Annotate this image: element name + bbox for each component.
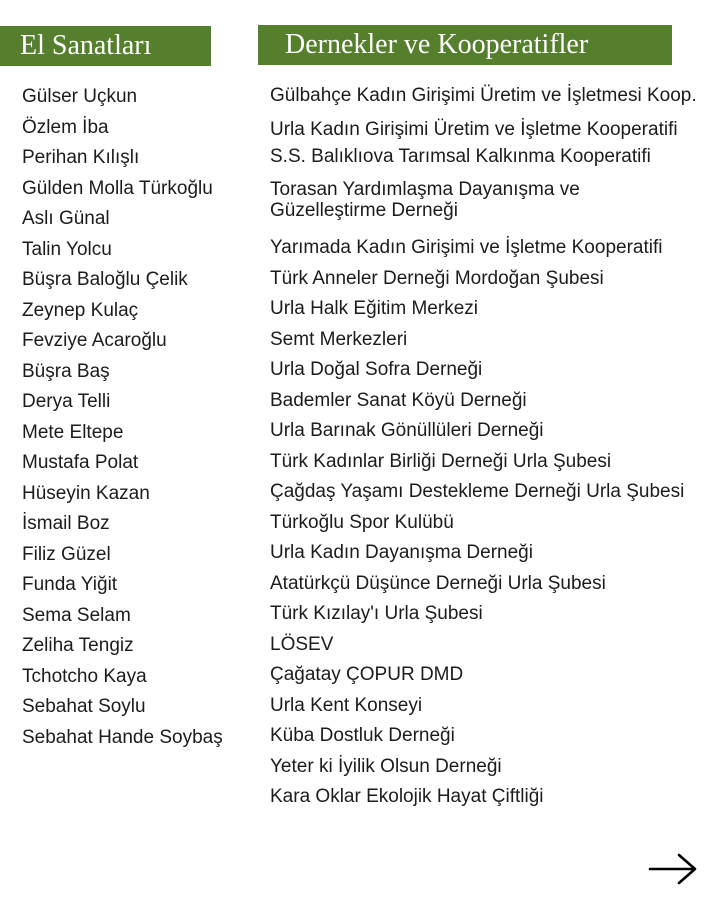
list-item: Urla Halk Eğitim Merkezi — [270, 298, 478, 319]
list-item: Gülbahçe Kadın Girişimi Üretim ve İşletmesi Koop. — [270, 85, 697, 106]
list-item: Torasan Yardımlaşma Dayanışma ve — [270, 179, 580, 200]
list-item: Derya Telli — [22, 391, 111, 412]
list-item: Çağatay ÇOPUR DMD — [270, 664, 464, 685]
list-item: Fevziye Acaroğlu — [22, 330, 167, 351]
list-item: LÖSEV — [270, 633, 334, 655]
list-item: Funda Yiğit — [22, 574, 118, 595]
list-item: Tchotcho Kaya — [22, 665, 147, 687]
list-item: Türk Kızılay'ı Urla Şubesi — [270, 603, 483, 624]
list-item: Aslı Günal — [22, 208, 110, 229]
list-item: Urla Barınak Gönüllüleri Derneği — [270, 420, 544, 441]
list-item: Mustafa Polat — [22, 452, 139, 473]
list-item: S.S. Balıklıova Tarımsal Kalkınma Kooperatifi — [270, 146, 651, 167]
list-item: Gülden Molla Türkoğlu — [22, 177, 213, 199]
list-item: Sema Selam — [22, 604, 131, 626]
arrow-right-icon[interactable] — [648, 852, 698, 886]
list-item: Perihan Kılışlı — [22, 147, 140, 168]
list-item: Filiz Güzel — [22, 543, 111, 565]
list-item: Bademler Sanat Köyü Derneği — [270, 389, 527, 411]
list-item: Küba Dostluk Derneği — [270, 725, 455, 746]
list-item: Urla Kent Konseyi — [270, 694, 423, 716]
list-item: Zeliha Tengiz — [22, 635, 134, 656]
list-item: Güzelleştirme Derneği — [270, 200, 458, 221]
list-item: Büşra Baloğlu Çelik — [22, 269, 188, 290]
list-item: Urla Kadın Dayanışma Derneği — [270, 542, 533, 563]
list-item: Sebahat Soylu — [22, 696, 146, 717]
list-item: Sebahat Hande Soybaş — [22, 726, 223, 748]
list-item: Semt Merkezleri — [270, 328, 408, 350]
list-item: Hüseyin Kazan — [22, 482, 150, 504]
list-item: Urla Kadın Girişimi Üretim ve İşletme Kooperatifi — [270, 119, 678, 140]
list-item: Çağdaş Yaşamı Destekleme Derneği Urla Şubesi — [270, 481, 685, 502]
list-item: Atatürkçü Düşünce Derneği Urla Şubesi — [270, 572, 606, 594]
list-item: Urla Doğal Sofra Derneği — [270, 359, 483, 380]
list-item: Zeynep Kulaç — [22, 299, 139, 321]
crafts-section-title: El Sanatları — [0, 26, 211, 66]
crafts-list — [22, 86, 223, 757]
list-item: Özlem İba — [22, 116, 109, 138]
list-item: Gülser Uçkun — [22, 86, 138, 107]
list-item: Talin Yolcu — [22, 238, 112, 260]
list-item: Türk Anneler Derneği Mordoğan Şubesi — [270, 267, 604, 289]
associations-section-title: Dernekler ve Kooperatifler — [258, 25, 672, 65]
list-item: Yeter ki İyilik Olsun Derneği — [270, 755, 502, 777]
list-item: Yarımada Kadın Girişimi ve İşletme Kooperatifi — [270, 237, 663, 258]
list-item: Mete Eltepe — [22, 421, 124, 443]
list-item: Türkoğlu Spor Kulübü — [270, 511, 454, 533]
list-item: Türk Kadınlar Birliği Derneği Urla Şubesi — [270, 450, 612, 472]
list-item: İsmail Boz — [22, 513, 110, 534]
associations-list — [270, 85, 715, 817]
list-item: Kara Oklar Ekolojik Hayat Çiftliği — [270, 786, 544, 807]
list-item: Büşra Baş — [22, 360, 110, 382]
